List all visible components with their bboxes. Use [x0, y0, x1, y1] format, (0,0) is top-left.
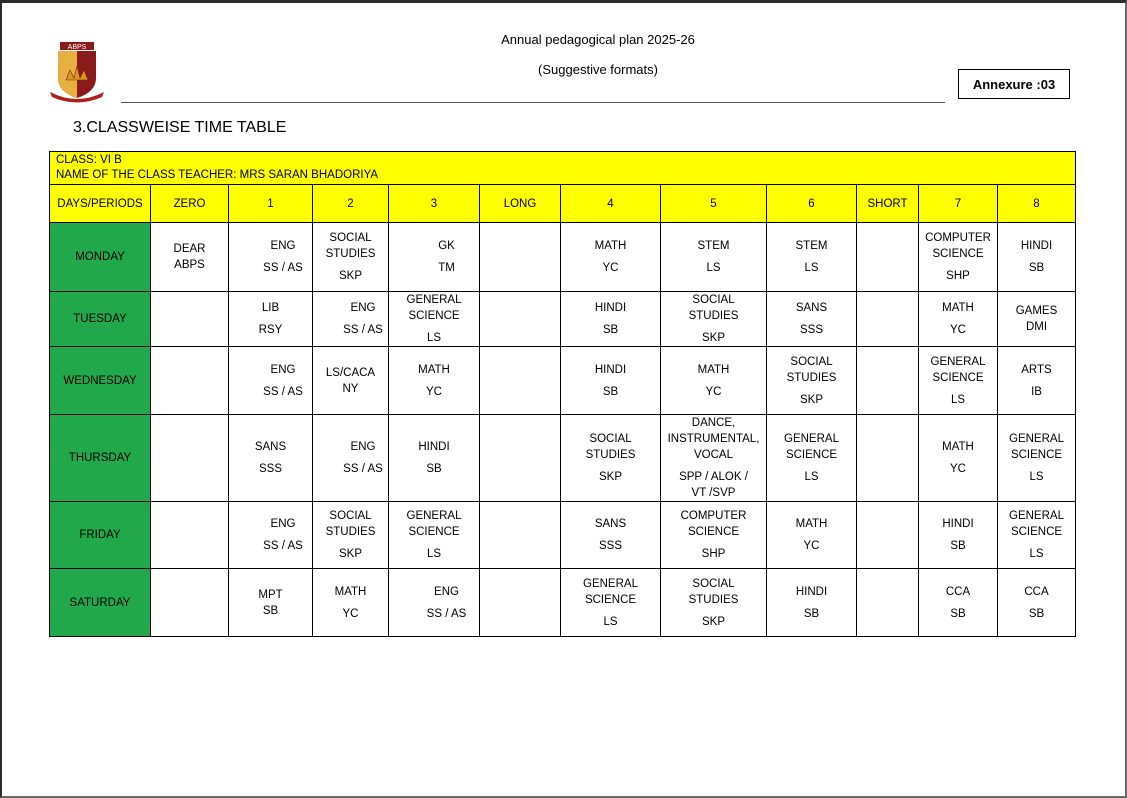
teacher-text: SKP — [598, 471, 622, 483]
column-header: 5 — [661, 185, 767, 223]
teacher-text: LS — [706, 262, 721, 274]
teacher-text: SS / AS — [343, 324, 383, 336]
period-cell — [661, 223, 767, 292]
period-cell — [229, 502, 313, 569]
period-cell — [313, 415, 389, 502]
subject-text: SANS — [254, 441, 287, 453]
subject-text: DEAR ABPS — [173, 243, 206, 271]
teacher-text: SS / AS — [343, 463, 383, 475]
column-header: 7 — [919, 185, 998, 223]
teacher-text: LS — [950, 393, 966, 406]
period-cell — [313, 223, 389, 292]
teacher-text: LS — [1029, 471, 1044, 483]
column-header: 6 — [767, 185, 857, 223]
subject-text: STEM — [795, 240, 828, 252]
day-cell: TUESDAY — [50, 292, 151, 347]
teacher-text: LS — [426, 548, 442, 560]
period-cell — [998, 502, 1076, 569]
subject-text: MPT SB — [258, 588, 283, 617]
period-cell — [480, 502, 561, 569]
period-cell — [389, 347, 480, 415]
period-cell — [998, 292, 1076, 347]
period-cell — [561, 347, 661, 415]
subject-text: SOCIAL STUDIES — [325, 510, 376, 538]
teacher-text: YC — [426, 385, 442, 398]
subject-text: GENERAL SCIENCE — [784, 433, 839, 461]
table-row — [50, 502, 1076, 569]
subject-text: COMPUTER SCIENCE — [680, 510, 747, 538]
teacher-text: SKP — [701, 332, 725, 344]
period-cell — [919, 347, 998, 415]
subject-text: ENG — [434, 585, 459, 598]
subject-text: GK — [438, 240, 455, 252]
period-cell — [857, 292, 919, 347]
subject-text: HINDI — [594, 363, 627, 376]
subject-text: GAMES DMI — [1015, 305, 1058, 333]
subject-text: SOCIAL STUDIES — [585, 433, 636, 461]
subject-text: ENG — [270, 240, 296, 252]
subject-text: ARTS — [1021, 363, 1052, 376]
class-info-cell — [50, 152, 1076, 185]
subject-text: COMPUTER SCIENCE — [925, 232, 991, 260]
teacher-text: YC — [803, 540, 820, 552]
period-cell — [480, 569, 561, 637]
subject-text: STEM — [697, 240, 730, 252]
header-rule — [121, 102, 945, 103]
period-cell — [919, 223, 998, 292]
column-header: 4 — [561, 185, 661, 223]
day-cell: WEDNESDAY — [50, 347, 151, 415]
period-cell — [561, 223, 661, 292]
period-cell — [313, 347, 389, 415]
column-header: 1 — [229, 185, 313, 223]
period-cell — [151, 569, 229, 637]
period-cell — [480, 415, 561, 502]
teacher-text: LS — [426, 332, 442, 344]
teacher-text: SB — [950, 540, 966, 552]
day-cell: MONDAY — [50, 223, 151, 292]
subject-text: MATH — [418, 363, 450, 376]
teacher-text: SB — [602, 385, 619, 398]
period-cell — [767, 502, 857, 569]
period-cell — [151, 347, 229, 415]
subject-text: GENERAL SCIENCE — [1009, 433, 1064, 461]
class-name: CLASS: VI B — [56, 154, 122, 166]
period-cell — [389, 569, 480, 637]
period-cell — [919, 502, 998, 569]
period-cell — [480, 223, 561, 292]
teacher-text: SS / AS — [426, 607, 467, 620]
subject-text: GENERAL SCIENCE — [583, 577, 638, 606]
teacher-text: SB — [950, 607, 966, 620]
subject-text: GENERAL SCIENCE — [1009, 510, 1064, 538]
teacher-text: IB — [1031, 385, 1042, 398]
subject-text: MATH — [795, 518, 828, 530]
subject-text: LS/CACA NY — [325, 366, 376, 395]
teacher-text: YC — [950, 463, 966, 475]
subject-text: MATH — [594, 240, 627, 252]
table-row — [50, 223, 1076, 292]
header-subtitle: (Suggestive formats) — [538, 62, 658, 77]
period-cell — [389, 415, 480, 502]
column-header: 2 — [313, 185, 389, 223]
period-cell — [998, 569, 1076, 637]
period-cell — [313, 502, 389, 569]
day-cell: FRIDAY — [50, 502, 151, 569]
subject-text: GENERAL SCIENCE — [406, 294, 462, 322]
subject-text: HINDI — [795, 585, 828, 598]
subject-text: HINDI — [418, 441, 450, 453]
subject-text: HINDI — [942, 518, 974, 530]
teacher-text: SB — [1028, 262, 1045, 274]
period-cell — [661, 292, 767, 347]
subject-text: GENERAL SCIENCE — [406, 510, 462, 538]
column-header: SHORT — [857, 185, 919, 223]
subject-text: CCA — [1024, 585, 1049, 598]
teacher-text: SSS — [598, 540, 622, 552]
header-title: Annual pedagogical plan 2025-26 — [501, 32, 695, 47]
teacher-text: LS — [804, 262, 819, 274]
teacher-text: SPP / ALOK / VT /SVP — [679, 471, 748, 499]
period-cell — [151, 292, 229, 347]
teacher-text: SHP — [946, 270, 970, 282]
subject-text: MATH — [334, 585, 367, 598]
teacher-text: SS / AS — [263, 262, 303, 274]
period-cell — [767, 347, 857, 415]
period-cell — [767, 415, 857, 502]
period-cell — [229, 223, 313, 292]
period-cell — [389, 223, 480, 292]
period-cell — [229, 415, 313, 502]
subject-text: SOCIAL STUDIES — [786, 355, 837, 384]
class-teacher: NAME OF THE CLASS TEACHER: MRS SARAN BHADORIYA — [56, 169, 379, 181]
teacher-text: YC — [342, 607, 359, 620]
section-title: 3.CLASSWEISE TIME TABLE — [73, 119, 287, 136]
period-cell — [857, 569, 919, 637]
column-header: LONG — [480, 185, 561, 223]
teacher-text: LS — [1029, 548, 1044, 560]
period-cell — [857, 415, 919, 502]
period-cell — [919, 415, 998, 502]
column-header: 3 — [389, 185, 480, 223]
subject-text: SOCIAL STUDIES — [688, 577, 739, 606]
teacher-text: YC — [602, 262, 619, 274]
subject-text: SOCIAL STUDIES — [325, 232, 376, 260]
teacher-text: LS — [603, 615, 618, 628]
teacher-text: SB — [1028, 607, 1045, 620]
subject-text: SOCIAL STUDIES — [688, 294, 739, 322]
subject-text: CCA — [945, 585, 971, 598]
period-cell — [661, 502, 767, 569]
period-cell — [998, 347, 1076, 415]
subject-text: ENG — [350, 441, 376, 453]
period-cell — [389, 502, 480, 569]
teacher-text: SB — [803, 607, 820, 620]
period-cell — [919, 569, 998, 637]
period-cell — [151, 502, 229, 569]
subject-text: MATH — [942, 441, 974, 453]
subject-text: GENERAL SCIENCE — [930, 355, 986, 384]
annexure-label: Annexure :03 — [958, 69, 1070, 99]
period-cell — [313, 292, 389, 347]
subject-text: SANS — [795, 302, 828, 314]
period-cell — [767, 223, 857, 292]
table-row — [50, 347, 1076, 415]
period-cell — [561, 292, 661, 347]
period-cell — [229, 569, 313, 637]
period-cell — [857, 502, 919, 569]
subject-text: MATH — [942, 302, 974, 314]
teacher-text: SSS — [258, 463, 282, 475]
table-row — [50, 415, 1076, 502]
teacher-text: SKP — [799, 393, 823, 406]
period-cell — [229, 292, 313, 347]
period-cell — [480, 292, 561, 347]
teacher-text: SHP — [701, 548, 726, 560]
period-cell — [661, 569, 767, 637]
table-row — [50, 292, 1076, 347]
period-cell — [313, 569, 389, 637]
period-cell — [767, 292, 857, 347]
teacher-text: LS — [804, 471, 819, 483]
period-cell — [480, 347, 561, 415]
teacher-text: SKP — [338, 270, 362, 282]
subject-text: DANCE, INSTRUMENTAL, VOCAL — [667, 417, 760, 461]
column-header: 8 — [998, 185, 1076, 223]
subject-text: ENG — [270, 363, 296, 376]
teacher-text: TM — [438, 262, 455, 274]
teacher-text: YC — [705, 385, 722, 398]
period-cell — [229, 347, 313, 415]
day-cell: SATURDAY — [50, 569, 151, 637]
class-info-row — [50, 152, 1076, 185]
subject-text: ENG — [350, 302, 376, 314]
teacher-text: SS / AS — [263, 540, 303, 552]
teacher-text: SSS — [799, 324, 823, 336]
period-cell — [919, 292, 998, 347]
subject-text: MATH — [697, 363, 730, 376]
teacher-text: SKP — [701, 615, 725, 628]
period-cell — [561, 502, 661, 569]
period-cell — [857, 223, 919, 292]
svg-text:ABPS: ABPS — [67, 44, 87, 51]
period-cell — [857, 347, 919, 415]
subject-text: HINDI — [594, 302, 627, 314]
day-cell: THURSDAY — [50, 415, 151, 502]
teacher-text: SB — [426, 463, 442, 475]
timetable — [49, 151, 1076, 637]
period-cell — [561, 569, 661, 637]
teacher-text: YC — [950, 324, 966, 336]
subject-text: ENG — [270, 518, 296, 530]
period-cell — [661, 415, 767, 502]
period-cell — [151, 415, 229, 502]
period-cell — [767, 569, 857, 637]
period-cell — [389, 292, 480, 347]
teacher-text: SKP — [338, 548, 362, 560]
period-header-row — [50, 185, 1076, 223]
teacher-text: RSY — [258, 324, 283, 336]
period-cell — [998, 223, 1076, 292]
period-cell — [661, 347, 767, 415]
subject-text: SANS — [594, 518, 627, 530]
column-header: ZERO — [151, 185, 229, 223]
period-cell — [561, 415, 661, 502]
column-header: DAYS/PERIODS — [50, 185, 151, 223]
subject-text: HINDI — [1020, 240, 1053, 252]
teacher-text: SS / AS — [263, 385, 303, 398]
subject-text: LIB — [261, 302, 280, 314]
teacher-text: SB — [602, 324, 619, 336]
table-row — [50, 569, 1076, 637]
period-cell — [998, 415, 1076, 502]
period-cell — [151, 223, 229, 292]
